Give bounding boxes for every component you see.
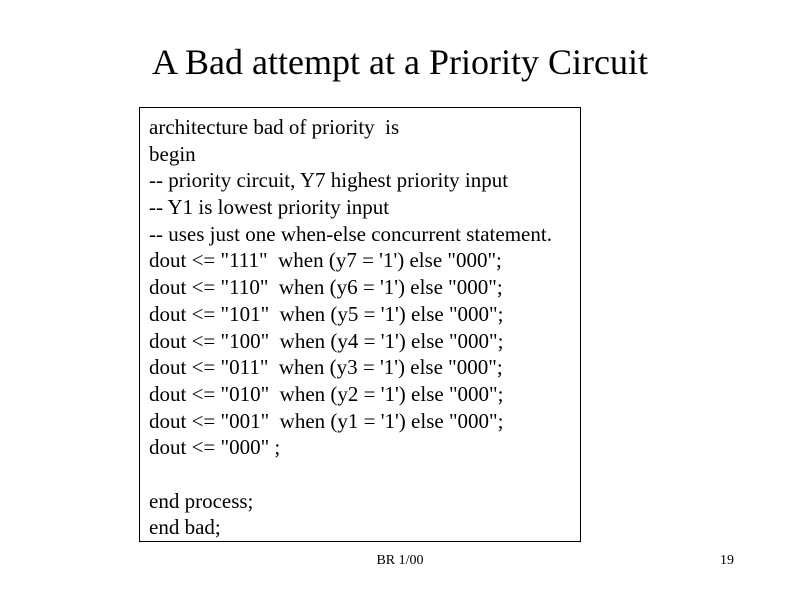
code-line: -- uses just one when-else concurrent statement. xyxy=(149,221,552,246)
code-line: end bad; xyxy=(149,515,221,540)
code-line: dout <= "111" when (y7 = '1') else "000"; xyxy=(149,248,502,273)
page-number: 19 xyxy=(720,553,734,568)
code-line: -- Y1 is lowest priority input xyxy=(149,195,390,220)
code-box xyxy=(139,107,581,542)
code-line: dout <= "110" when (y6 = '1') else "000"; xyxy=(149,275,503,300)
code-line: dout <= "010" when (y2 = '1') else "000"; xyxy=(149,381,504,406)
footer-author-date: BR 1/00 xyxy=(376,553,424,568)
code-line: dout <= "100" when (y4 = '1') else "000"; xyxy=(149,328,504,353)
code-line: end process; xyxy=(149,488,254,513)
code-line-blank xyxy=(149,461,580,488)
code-line: begin xyxy=(149,141,196,166)
code-line: architecture bad of priority is xyxy=(149,115,400,139)
code-line: dout <= "000" ; xyxy=(149,435,281,460)
code-line: dout <= "011" when (y3 = '1') else "000"; xyxy=(149,355,503,380)
code-line: dout <= "001" when (y1 = '1') else "000"; xyxy=(149,408,504,433)
code-line: -- priority circuit, Y7 highest priority input xyxy=(149,168,509,193)
slide-title: A Bad attempt at a Priority Circuit xyxy=(152,42,648,82)
code-line: dout <= "101" when (y5 = '1') else "000"; xyxy=(149,301,504,326)
